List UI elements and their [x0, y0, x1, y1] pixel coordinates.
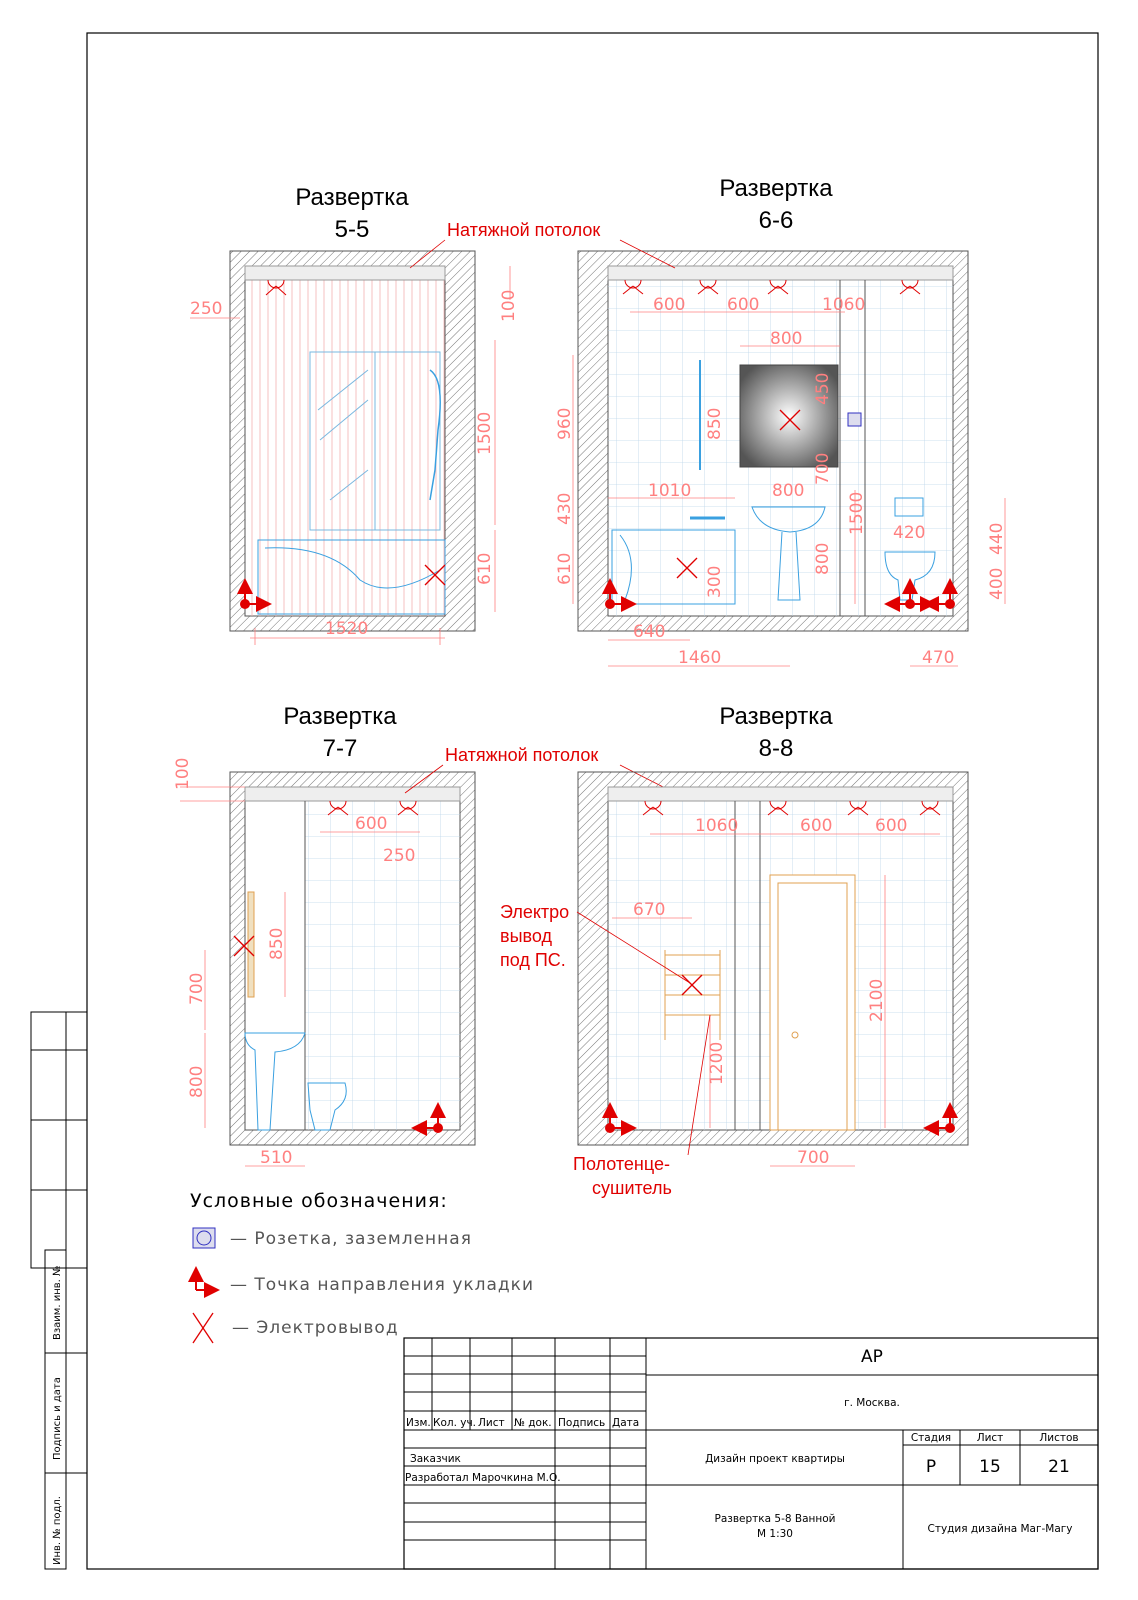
- dim-5-5-1500: 1500: [475, 411, 495, 455]
- tb-stage-label: Стадия: [910, 1432, 952, 1444]
- tb-col-kol: Кол. уч.: [433, 1417, 477, 1429]
- legend-item-direction: — Точка направления укладки: [230, 1275, 534, 1295]
- dim-8-8-600b: 600: [875, 816, 908, 836]
- legend-heading: Условные обозначения:: [190, 1190, 448, 1212]
- dim-7-7-600: 600: [355, 814, 388, 834]
- tb-developer-name: Марочкина М.О.: [472, 1472, 561, 1484]
- dim-6-6-600b: 600: [727, 295, 760, 315]
- view-5-5-title: Развертка: [295, 184, 409, 211]
- view-7-7-number: 7-7: [322, 735, 358, 762]
- view-5-5: [190, 184, 519, 645]
- dim-6-6-400: 400: [987, 567, 1007, 600]
- tb-studio: Студия дизайна Маг-Магу: [927, 1523, 1073, 1535]
- tb-col-doc: № док.: [514, 1417, 552, 1429]
- tb-col-date: Дата: [612, 1417, 640, 1429]
- dim-6-6-700: 700: [813, 452, 833, 485]
- tb-col-sign: Подпись: [558, 1417, 606, 1429]
- dim-5-5-1520: 1520: [325, 619, 369, 639]
- tb-customer-label: Заказчик: [410, 1453, 461, 1465]
- dim-5-5-100: 100: [499, 289, 519, 322]
- tb-scale: М 1:30: [757, 1528, 793, 1540]
- tb-city: г. Москва.: [844, 1397, 900, 1409]
- dim-6-6-470: 470: [922, 648, 955, 668]
- dim-6-6-600a: 600: [653, 295, 686, 315]
- dim-7-7-700: 700: [187, 972, 207, 1005]
- tb-developer-label: Разработал: [405, 1472, 469, 1484]
- ceiling-note-top-text: Натяжной потолок: [447, 220, 601, 240]
- dim-8-8-600a: 600: [800, 816, 833, 836]
- view-6-6-number: 6-6: [758, 207, 794, 234]
- ceiling-note-bottom-text: Натяжной потолок: [445, 745, 599, 765]
- outlet-note-line3: под ПС.: [500, 950, 566, 970]
- dim-7-7-800: 800: [187, 1065, 207, 1098]
- dim-8-8-1200: 1200: [707, 1041, 727, 1085]
- dim-6-6-1060: 1060: [822, 295, 866, 315]
- direction-arrows-icon: [196, 1270, 216, 1290]
- outlet-note-line1: Электро: [500, 902, 570, 922]
- legend: [190, 1190, 534, 1343]
- dim-6-6-800top: 800: [770, 329, 803, 349]
- dim-6-6-1010: 1010: [648, 481, 692, 501]
- tb-sheet-label: Лист: [976, 1432, 1004, 1444]
- tb-sheets: 21: [1048, 1457, 1070, 1477]
- dim-7-7-510: 510: [260, 1148, 293, 1168]
- view-8-8-title: Развертка: [719, 703, 833, 730]
- tb-stage: Р: [925, 1457, 937, 1477]
- legend-item-socket: — Розетка, заземленная: [230, 1229, 472, 1249]
- tb-col-list: Лист: [478, 1417, 505, 1429]
- dim-6-6-960: 960: [555, 407, 575, 440]
- dim-6-6-1460: 1460: [678, 648, 722, 668]
- dim-8-8-2100: 2100: [867, 978, 887, 1022]
- dim-5-5-610: 610: [475, 552, 495, 585]
- dim-6-6-440: 440: [987, 522, 1007, 555]
- tb-col-izm: Изм.: [406, 1417, 431, 1429]
- title-block-text: [405, 1347, 1079, 1540]
- dim-6-6-640: 640: [633, 622, 666, 642]
- tb-project-name: Дизайн проект квартиры: [705, 1453, 845, 1465]
- tb-drawing-name: Развертка 5-8 Ванной: [714, 1513, 836, 1525]
- dim-6-6-300: 300: [705, 565, 725, 598]
- dim-6-6-610: 610: [555, 552, 575, 585]
- outlet-note-line2: вывод: [500, 926, 552, 946]
- dim-6-6-850: 850: [705, 407, 725, 440]
- tb-sheet: 15: [979, 1457, 1001, 1477]
- side-stamp: [31, 1012, 87, 1569]
- socket-icon: [848, 413, 861, 426]
- dim-6-6-800mid: 800: [772, 481, 805, 501]
- dim-5-5-250: 250: [190, 299, 223, 319]
- view-8-8-number: 8-8: [758, 735, 794, 762]
- dim-8-8-1060: 1060: [695, 816, 739, 836]
- door: [770, 875, 855, 1130]
- view-6-6: [555, 175, 1007, 668]
- dim-6-6-420: 420: [893, 523, 926, 543]
- view-6-6-title: Развертка: [719, 175, 833, 202]
- view-8-8: [578, 703, 968, 1168]
- view-7-7-title: Развертка: [283, 703, 397, 730]
- dim-7-7-850: 850: [267, 927, 287, 960]
- stamp-inv-podl: Инв. № подл.: [52, 1496, 63, 1565]
- towel-note-line2: сушитель: [592, 1178, 672, 1198]
- legend-item-outlet: — Электровывод: [232, 1318, 399, 1338]
- dim-7-7-250: 250: [383, 846, 416, 866]
- dim-6-6-450: 450: [813, 372, 833, 405]
- tb-sheets-label: Листов: [1039, 1432, 1079, 1444]
- dim-8-8-700: 700: [797, 1148, 830, 1168]
- dim-6-6-800low: 800: [813, 542, 833, 575]
- view-5-5-number: 5-5: [334, 216, 370, 243]
- towel-note-line1: Полотенце-: [573, 1154, 670, 1174]
- dim-6-6-1500: 1500: [847, 491, 867, 535]
- tb-project-code: АР: [861, 1347, 883, 1367]
- cross-outlet-icon: [193, 1313, 213, 1343]
- dim-7-7-100: 100: [173, 757, 193, 790]
- view-7-7: [173, 703, 475, 1168]
- stamp-podpis: Подпись и дата: [52, 1377, 63, 1460]
- dim-6-6-430: 430: [555, 492, 575, 525]
- stamp-vz-inv: Взаим. инв. №: [52, 1265, 63, 1340]
- dim-8-8-670: 670: [633, 900, 666, 920]
